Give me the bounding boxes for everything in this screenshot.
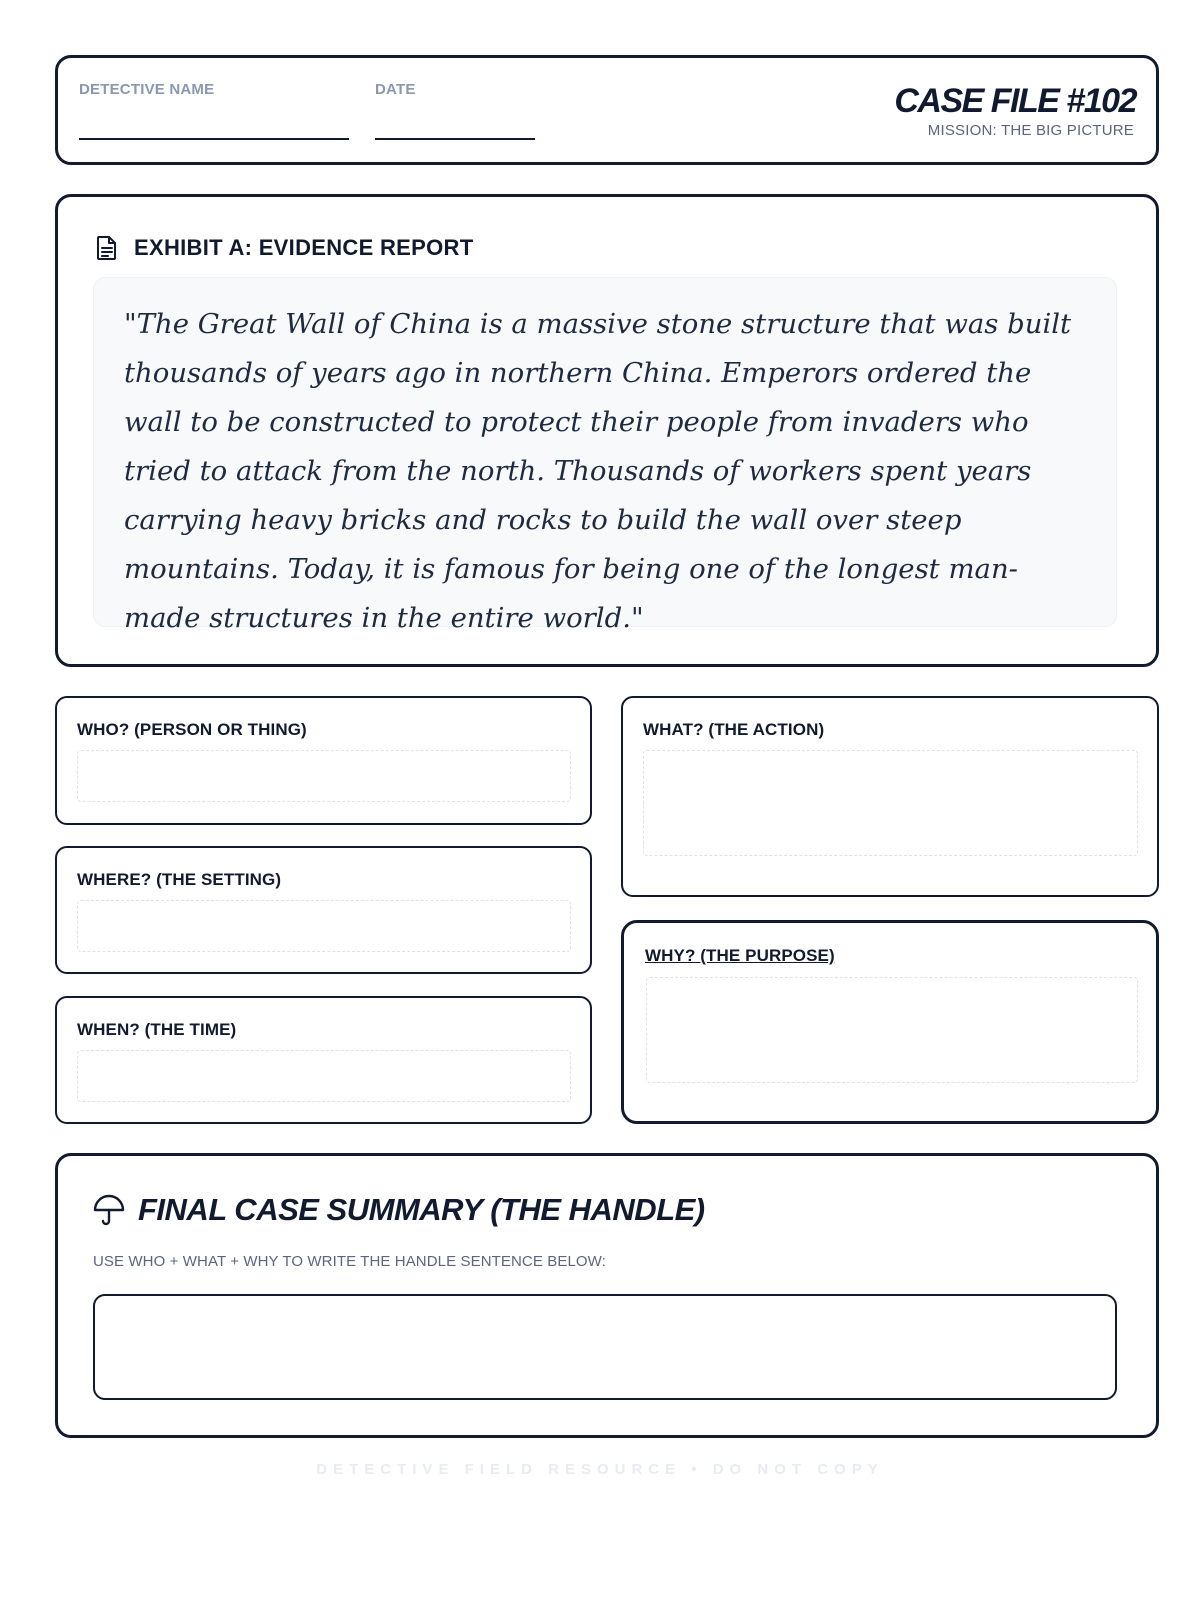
summary-title: FINAL CASE SUMMARY (THE HANDLE) — [138, 1192, 705, 1227]
what-answer-field[interactable] — [643, 750, 1138, 856]
what-card — [621, 696, 1159, 897]
who-answer-field[interactable] — [77, 750, 571, 802]
where-label: WHERE? (THE SETTING) — [77, 870, 282, 889]
where-answer-field[interactable] — [77, 900, 571, 952]
header-card — [55, 55, 1159, 165]
mission-subtitle: MISSION: THE BIG PICTURE — [927, 122, 1134, 139]
umbrella-icon — [92, 1194, 126, 1233]
when-answer-field[interactable] — [77, 1050, 571, 1102]
why-label: WHY? (THE PURPOSE) — [645, 946, 835, 965]
evidence-quote: "The Great Wall of China is a massive stone structure that was built thousands of years ago in northern China. Emperors ordered the wall to be constructed to protect their people from invaders who tried to attack from the north. Thousands of workers spent years carrying heavy bricks and rocks to build the wall over steep mountains. Today, it is famous for being one of the longest man-made structures in the entire world." — [93, 277, 1117, 627]
exhibit-card — [55, 194, 1159, 667]
detective-name-field[interactable] — [79, 120, 349, 140]
when-label: WHEN? (THE TIME) — [77, 1020, 237, 1039]
what-label: WHAT? (THE ACTION) — [643, 720, 825, 739]
who-card — [55, 696, 592, 825]
summary-card — [55, 1153, 1159, 1438]
case-file-title: CASE FILE #102 — [894, 82, 1136, 120]
detective-name-label: DETECTIVE NAME — [79, 81, 215, 98]
where-card — [55, 846, 592, 974]
date-field[interactable] — [375, 120, 535, 140]
footer-watermark: DETECTIVE FIELD RESOURCE • DO NOT COPY — [316, 1461, 884, 1478]
document-icon — [96, 235, 118, 266]
who-label: WHO? (PERSON OR THING) — [77, 720, 307, 739]
handle-sentence-field[interactable] — [93, 1294, 1117, 1400]
summary-instruction: USE WHO + WHAT + WHY TO WRITE THE HANDLE SENTENCE BELOW: — [93, 1253, 606, 1270]
why-answer-field[interactable] — [646, 977, 1138, 1083]
when-card — [55, 996, 592, 1124]
date-label: DATE — [375, 81, 416, 98]
exhibit-title: EXHIBIT A: EVIDENCE REPORT — [134, 235, 474, 260]
why-card — [621, 920, 1159, 1124]
